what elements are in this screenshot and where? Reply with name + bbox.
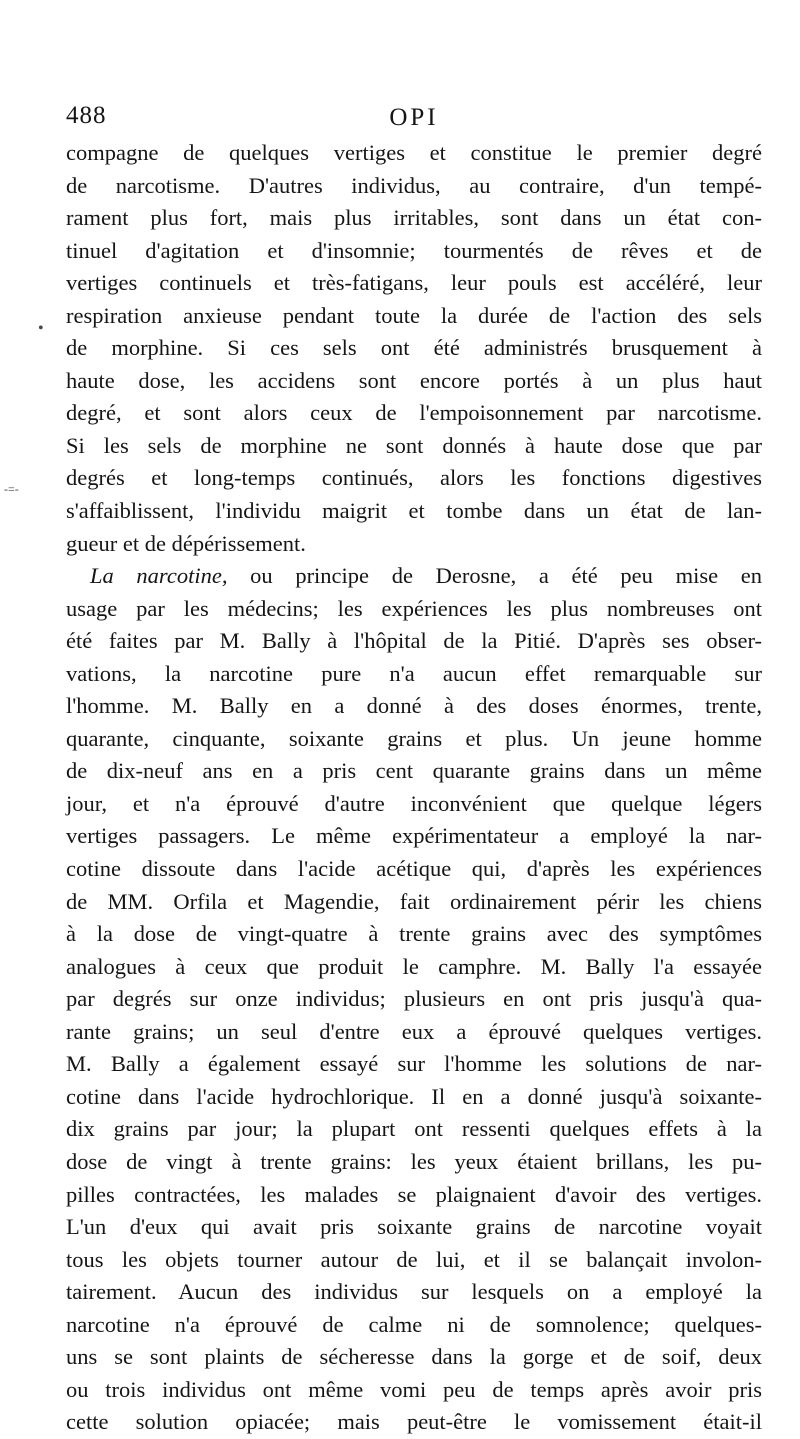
text-line: degré, et sont alors ceux de l'empoisonnement par narcotisme. bbox=[66, 400, 762, 426]
text-line: s'affaiblissent, l'individu maigrit et tombe dans un état de lan- bbox=[66, 498, 762, 524]
text-line: quarante, cinquante, soixante grains et plus. Un jeune homme bbox=[66, 725, 762, 751]
text-line: cette solution opiacée; mais peut-être le vomissement était-il bbox=[66, 1409, 762, 1435]
text-line: par degrés sur onze individus; plusieurs en ont pris jusqu'à qua- bbox=[66, 986, 762, 1012]
text-line: usage par les médecins; les expériences les plus nombreuses ont bbox=[66, 595, 762, 621]
text-line: analogues à ceux que produit le camphre. M. Bally l'a essayée bbox=[66, 953, 762, 979]
text-line: cotine dans l'acide hydrochlorique. Il en a donné jusqu'à soixante- bbox=[66, 1083, 762, 1109]
text-line: de narcotisme. D'autres individus, au contraire, d'un tempé- bbox=[66, 172, 762, 198]
text-line: l'homme. M. Bally en a donné à des doses énormes, trente, bbox=[66, 693, 762, 719]
text-line: Si les sels de morphine ne sont donnés à haute dose que par bbox=[66, 432, 762, 458]
text-line: vertiges continuels et très-fatigans, leur pouls est accéléré, leur bbox=[66, 270, 762, 296]
text-line: gueur et de dépérissement. bbox=[66, 530, 306, 556]
text-line: tinuel d'agitation et d'insomnie; tourmentés de rêves et de bbox=[66, 237, 762, 263]
text-line: dose de vingt à trente grains: les yeux étaient brillans, les pu- bbox=[66, 1148, 762, 1174]
margin-dash: -=- bbox=[4, 482, 19, 496]
text-line: de MM. Orfila et Magendie, fait ordinairement périr les chiens bbox=[66, 888, 762, 914]
text-line: jour, et n'a éprouvé d'autre inconvénient que quelque légers bbox=[66, 790, 762, 816]
text-line: tairement. Aucun des individus sur lesquels on a employé la bbox=[66, 1279, 762, 1305]
text-line: respiration anxieuse pendant toute la durée de l'action des sels bbox=[66, 302, 762, 328]
margin-dot: • bbox=[38, 320, 44, 337]
text-line: cotine dissoute dans l'acide acétique qui, d'après les expériences bbox=[66, 856, 762, 882]
text-line: rante grains; un seul d'entre eux a éprouvé quelques vertiges. bbox=[66, 1018, 762, 1044]
text-line: de dix-neuf ans en a pris cent quarante grains dans un même bbox=[66, 758, 762, 784]
text-line: M. Bally a également essayé sur l'homme les solutions de nar- bbox=[66, 1051, 762, 1077]
text-line: uns se sont plaints de sécheresse dans la gorge et de soif, deux bbox=[66, 1344, 762, 1370]
body-text bbox=[66, 137, 762, 1439]
text-line: de morphine. Si ces sels ont été administrés brusquement à bbox=[66, 335, 762, 361]
italic-term: La narcotine, bbox=[90, 563, 228, 589]
paragraph-first-line bbox=[66, 560, 762, 593]
text-line: ou principe de Derosne, a été peu mise en bbox=[250, 563, 762, 589]
text-line: rament plus fort, mais plus irritables, sont dans un état con- bbox=[66, 205, 762, 231]
page-number: 488 bbox=[66, 102, 107, 129]
text-line: compagne de quelques vertiges et constitue le premier degré bbox=[66, 140, 762, 165]
page-header bbox=[66, 102, 762, 136]
text-line: L'un d'eux qui avait pris soixante grains de narcotine voyait bbox=[66, 1214, 762, 1240]
text-line: à la dose de vingt-quatre à trente grains avec des symptômes bbox=[66, 921, 762, 947]
text-line: degrés et long-temps continués, alors les fonctions digestives bbox=[66, 465, 762, 491]
text-line: vertiges passagers. Le même expérimentateur a employé la nar- bbox=[66, 823, 762, 849]
text-line: vations, la narcotine pure n'a aucun effet remarquable sur bbox=[66, 660, 762, 686]
text-line: narcotine n'a éprouvé de calme ni de somnolence; quelques- bbox=[66, 1311, 762, 1337]
text-line: pilles contractées, les malades se plaignaient d'avoir des vertiges. bbox=[66, 1181, 762, 1207]
text-line: ou trois individus ont même vomi peu de temps après avoir pris bbox=[66, 1376, 762, 1402]
text-line: tous les objets tourner autour de lui, et il se balançait involon- bbox=[66, 1246, 762, 1272]
text-line: été faites par M. Bally à l'hôpital de la Pitié. D'après ses obser- bbox=[66, 628, 762, 654]
text-line: haute dose, les accidens sont encore portés à un plus haut bbox=[66, 367, 762, 393]
text-line: dix grains par jour; la plupart ont ressenti quelques effets à la bbox=[66, 1116, 762, 1142]
running-head: OPI bbox=[389, 104, 439, 131]
